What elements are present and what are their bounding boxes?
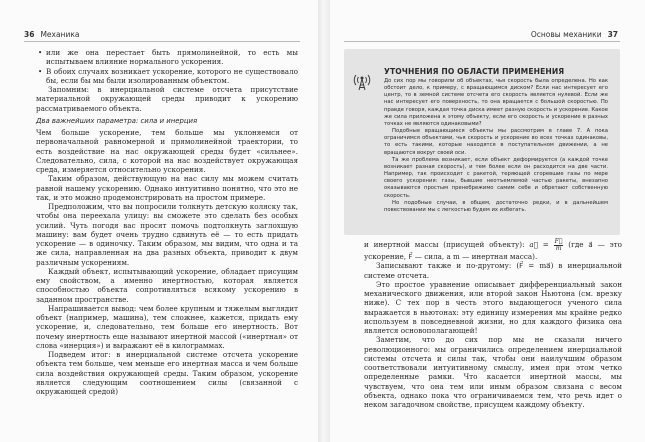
paragraph: Напрашивается вывод: чем более крупным и тяжелым выглядит объект (например, машина), тем сложнее, кажется, придать ему ускорение, и, следовательно, тем больше его инертность. Вот почему инертность еще называют инертной массой («инертная» от слова «инерция») и выражают её в килограммах.	[36, 303, 298, 350]
paragraph: Предположим, что вы попросили толкнуть детскую коляску так, чтобы она переехала улицу: вы сможете это сделать без особых усилий. Чуть погодя вас просят помочь подтолкнуть заглохшую машину: вам будет очень трудно сдвинуть её — то есть придать ускорение — в одиночку. Таким образом, мы видим, что одна и та же сила, направленная на два разных объекта, приводит к двум различным ускорениям.	[36, 202, 298, 267]
sidebar-paragraph: Но подобные случаи, в общем, достаточно редки, и в дальнейшем повествовании мы с легкостью будем их избегать.	[384, 199, 608, 213]
sidebar-title: УТОЧНЕНИЯ ПО ОБЛАСТИ ПРИМЕНЕНИЯ	[384, 67, 565, 76]
sidebar-box	[344, 49, 620, 235]
right-page-header	[531, 30, 618, 39]
paragraph: Заметим, что до сих пор мы не сказали ничего революционного: мы ограничились определением инерциальной системы отсчета и силы так, чтобы они наилучшим образом соответствовали интуитивному смыслу, имея при этом четко определенные рамки. Что касается инертной массы, мы чувствуем, что она тем или иным образом связана с весом объекта, однако пока что ограничиваемся тем, что речь идет о неком загадочном свойстве, присущем каждому объекту.	[364, 335, 622, 409]
radio-tower-icon	[351, 69, 373, 91]
formula-numerator: F⃗	[554, 238, 563, 245]
formula-lead-text: и инертной массы (присущей объекту):	[364, 240, 525, 249]
paragraph: Таким образом, действующую на нас силу мы можем считать равной нашему ускорению. Однако интуитивно понятно, что это не так, и это можно продемонстрировать на простом примере.	[36, 174, 298, 202]
formula-trailing-text: (где a⃗ — это ускорение,	[364, 240, 622, 261]
left-page	[0, 0, 318, 442]
paragraph: Каждый объект, испытывающий ускорение, обладает присущим ему свойством, а именно инертностью, которая является способностью объекта сопротивляться всякому ускорению в заданном пространстве.	[36, 266, 298, 304]
right-page	[330, 0, 645, 442]
left-body-text	[36, 48, 298, 396]
bullet-list	[36, 48, 298, 85]
paragraph: Запомним: в инерциальной системе отсчета присутствие материальной окружающей среды приводит к ускорению рассматриваемого объекта.	[36, 85, 298, 113]
sidebar-paragraph: До сих пор мы говорили об объектах, чья скорость была определена. Но как обстоит дело, к примеру, с вращающимся диском? Если нас интересует его центр, то в земной системе отсчета его скорость является нулевой. Если же нас интересует его поверхность, то она вращается с большой скоростью. По правде говоря, каждая точка диска имеет разную скорость и ускорение. Какое же сила приложена к этому объекту, если его скорость и ускорение в разных точках не являются одинаковыми?	[384, 78, 608, 127]
sidebar-paragraph: Подобные вращающиеся объекты мы рассмотрим в главе 7. А пока ограничимся объектами, чья скорость и ускорение во всех точках одинаковы, то есть такими, которые находятся в поступательном движении, а не вращаются вокруг своей оси.	[384, 128, 608, 156]
right-header-rule	[344, 41, 620, 42]
paragraph: Это простое уравнение описывает дифференциальный закон механического движения, или второй закон Ньютона (см. врезку ниже). С тех пор в честь этого выдающегося ученого сила выражается в ньютонах: эту единицу измерения мы крайне редко используем в повседневной жизни, но для каждого физика она является основополагающей!	[364, 279, 622, 335]
book-gutter	[318, 0, 330, 442]
paragraph: Записывают также и по-другому: (F⃗ = ma⃗) в инерциальной системе отсчета.	[364, 261, 622, 280]
formula-paragraph	[364, 239, 622, 261]
formula-lhs: a⃗ =	[529, 240, 549, 249]
left-header-rule	[24, 41, 300, 42]
section-subheading: Два важнейших параметра: сила и инерция	[36, 116, 198, 125]
left-running-head: Механика	[40, 30, 80, 39]
paragraph: Подведем итог: в инерциальной системе отсчета ускорение объекта тем больше, чем меньше его инертная масса и чем больше сила воздействия окружающей среды. Таким образом, ускорение является следующим соотношением силы (связанной с окружающей средой)	[36, 350, 298, 396]
right-page-number: 37	[607, 30, 618, 39]
formula-fraction	[554, 239, 564, 252]
sidebar-text	[384, 78, 608, 214]
right-running-head: Основы механики	[530, 30, 602, 39]
paragraph: Чем больше ускорение, тем больше мы уклоняемся от первоначальной равномерной и прямолинейной траектории, то есть воздействие на нас окружающей среды будет «сильнее». Следовательно, сила, с которой на нас воздействует окружающая среда, измеряется относительно ускорения.	[36, 128, 298, 174]
formula-continuation: F⃗ — сила, а m — инертная масса).	[408, 252, 538, 261]
formula-denominator: m	[555, 245, 562, 252]
bullet-item: • или же она перестает быть прямолинейной, то есть мы испытываем влияние нормального ускорения.	[36, 48, 298, 67]
sidebar-paragraph: Та же проблема возникает, если объект деформируется (а каждой точке возникает разная скорость), и тем более если он расходится на две части. Например, так происходит с ракетой, теряющей сгоревшие газы по мере своего ускорения: газы, бывшие неотъемлемой частью ракеты, внезапно оказываются простым пренебрежимо самим себе и обретают собственную скорость.	[384, 156, 608, 199]
right-body-text	[364, 239, 622, 409]
bullet-item: • В обоих случаях возникает ускорение, которого не существовало бы, если бы мы были изолированным объектом.	[36, 67, 298, 86]
left-page-header	[24, 30, 79, 39]
left-page-number: 36	[24, 30, 35, 39]
